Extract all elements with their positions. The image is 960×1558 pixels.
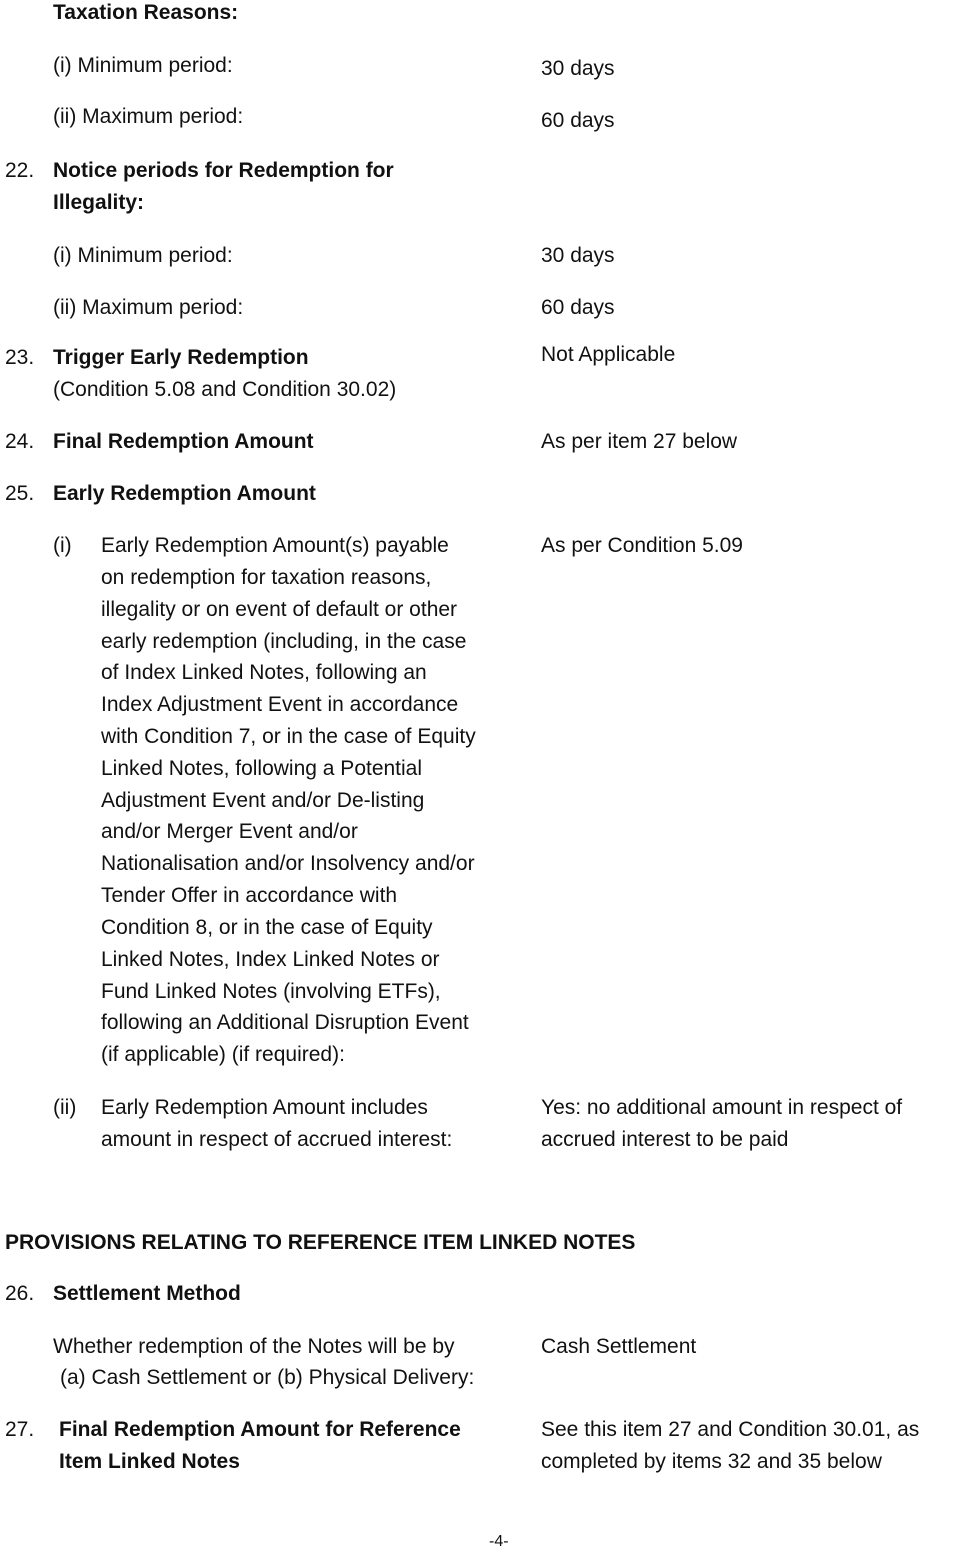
item-26-title: Settlement Method xyxy=(53,1282,241,1305)
item-26-line: Whether redemption of the Notes will be by xyxy=(53,1335,455,1358)
item-23-value: Not Applicable xyxy=(541,343,676,366)
item-26-line: (a) Cash Settlement or (b) Physical Delivery: xyxy=(60,1366,475,1389)
taxation-min-value: 30 days xyxy=(541,57,615,80)
item-23-subtitle: (Condition 5.08 and Condition 30.02) xyxy=(53,378,397,401)
item-25-i-line: Condition 8, or in the case of Equity xyxy=(101,916,433,939)
item-25-i-line: following an Additional Disruption Event xyxy=(101,1011,469,1034)
item-22-title-line-2: Illegality: xyxy=(53,191,145,214)
item-25-ii-marker: (ii) xyxy=(53,1096,77,1119)
item-27-title-line-1: Final Redemption Amount for Reference xyxy=(59,1418,461,1441)
taxation-max-value: 60 days xyxy=(541,109,615,132)
item-25-i-line: of Index Linked Notes, following an xyxy=(101,661,427,684)
item-25-i-line: (if applicable) (if required): xyxy=(101,1043,345,1066)
item-22-number: 22. xyxy=(5,159,35,182)
item-27-number: 27. xyxy=(5,1418,35,1441)
item-25-ii-value-line: Yes: no additional amount in respect of xyxy=(541,1096,903,1119)
item-26-value: Cash Settlement xyxy=(541,1335,697,1358)
item-25-i-marker: (i) xyxy=(53,534,72,557)
item-26-number: 26. xyxy=(5,1282,35,1305)
item-25-i-line: Linked Notes, following a Potential xyxy=(101,757,423,780)
item-24-title: Final Redemption Amount xyxy=(53,430,314,453)
item-25-i-line: on redemption for taxation reasons, xyxy=(101,566,432,589)
taxation-min-label: (i) Minimum period: xyxy=(53,54,233,77)
item-25-i-line: Adjustment Event and/or De-listing xyxy=(101,789,425,812)
item-25-ii-line: Early Redemption Amount includes xyxy=(101,1096,428,1119)
item-25-i-line: Nationalisation and/or Insolvency and/or xyxy=(101,852,475,875)
item-25-i-line: Linked Notes, Index Linked Notes or xyxy=(101,948,440,971)
item-22-max-label: (ii) Maximum period: xyxy=(53,296,244,319)
item-25-ii-value-line: accrued interest to be paid xyxy=(541,1128,789,1151)
item-23-number: 23. xyxy=(5,346,35,369)
item-25-i-line: and/or Merger Event and/or xyxy=(101,820,358,843)
item-25-title: Early Redemption Amount xyxy=(53,482,316,505)
item-25-i-value: As per Condition 5.09 xyxy=(541,534,743,557)
item-22-title-line-1: Notice periods for Redemption for xyxy=(53,159,394,182)
item-25-i-line: early redemption (including, in the case xyxy=(101,630,467,653)
item-25-i-line: illegality or on event of default or other xyxy=(101,598,458,621)
taxation-heading: Taxation Reasons: xyxy=(53,1,239,24)
item-25-i-line: Tender Offer in accordance with xyxy=(101,884,398,907)
item-25-ii-line: amount in respect of accrued interest: xyxy=(101,1128,453,1151)
item-27-title-line-2: Item Linked Notes xyxy=(59,1450,240,1473)
item-24-number: 24. xyxy=(5,430,35,453)
taxation-max-label: (ii) Maximum period: xyxy=(53,105,244,128)
item-25-i-line: Index Adjustment Event in accordance xyxy=(101,693,459,716)
item-23-title: Trigger Early Redemption xyxy=(53,346,309,369)
page-number: -4- xyxy=(489,1533,509,1550)
item-24-value: As per item 27 below xyxy=(541,430,738,453)
item-25-i-line: Fund Linked Notes (involving ETFs), xyxy=(101,980,441,1003)
section-heading: PROVISIONS RELATING TO REFERENCE ITEM LINKED NOTES xyxy=(5,1231,636,1254)
item-25-i-line: with Condition 7, or in the case of Equity xyxy=(101,725,476,748)
item-22-min-value: 30 days xyxy=(541,244,615,267)
item-27-value-line: completed by items 32 and 35 below xyxy=(541,1450,882,1473)
item-22-max-value: 60 days xyxy=(541,296,615,319)
item-25-i-line: Early Redemption Amount(s) payable xyxy=(101,534,449,557)
item-25-number: 25. xyxy=(5,482,35,505)
item-22-min-label: (i) Minimum period: xyxy=(53,244,233,267)
item-27-value-line: See this item 27 and Condition 30.01, as xyxy=(541,1418,920,1441)
